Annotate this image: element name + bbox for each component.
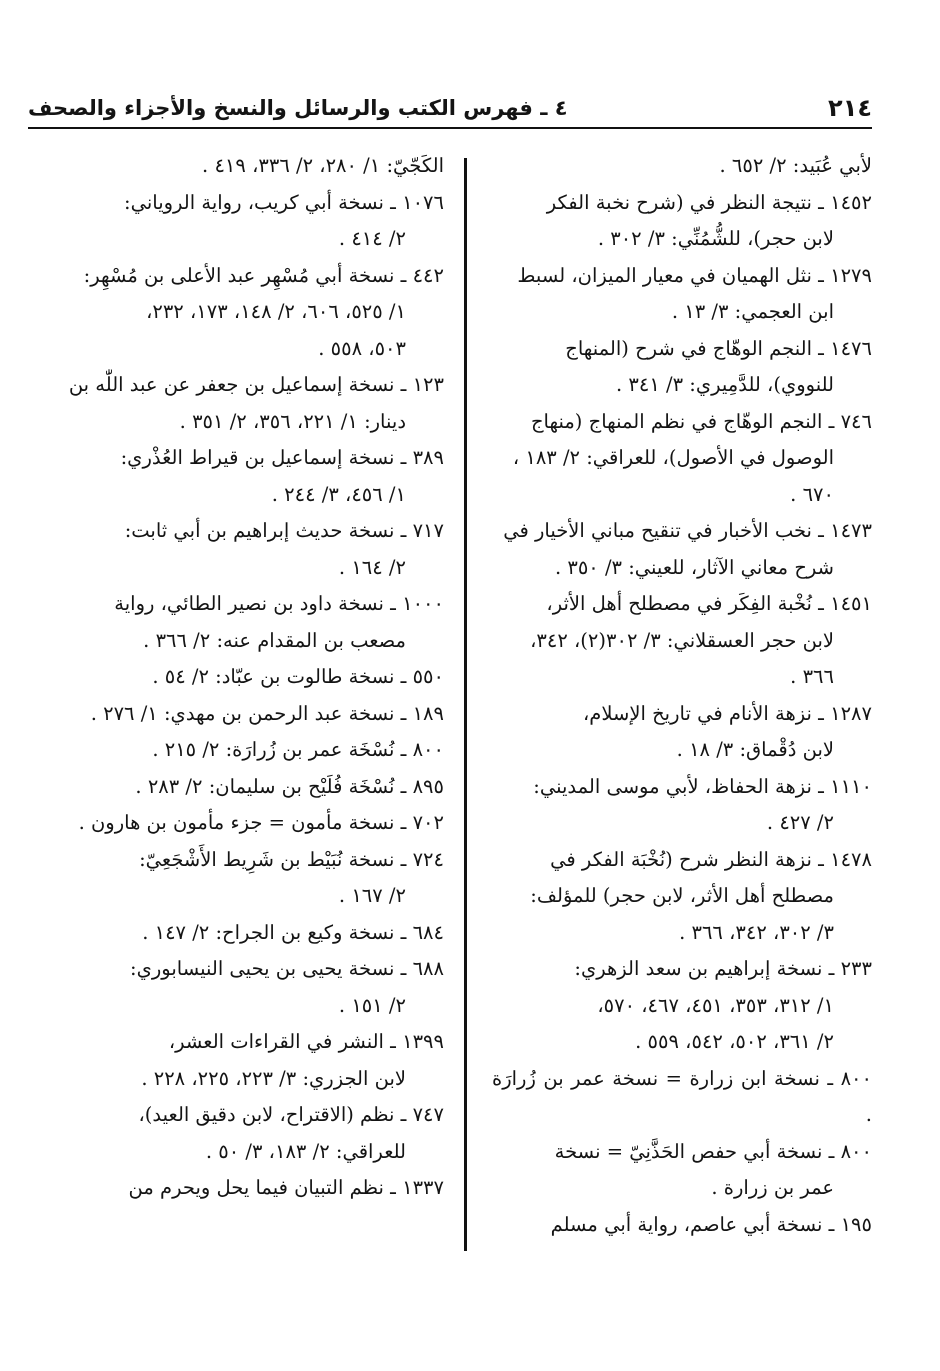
entry-continuation-line: مصعب بن المقدام عنه: ٢/ ٣٦٦ . [143,628,406,652]
index-entry [60,805,444,842]
index-entry [60,440,444,513]
entry-continuation-line: ٢/ ١٦٧ . [338,884,406,907]
index-entry [60,1097,444,1170]
entry-first-line: ٧١٧ ـ نسخة حديث إبراهيم بن أبي ثابت: [124,519,444,542]
index-entry [60,513,444,586]
column-divider [464,158,467,1251]
entry-first-line: ١١١٠ ـ نزهة الحفاظ، لأبي موسى المديني: [533,774,872,798]
entry-continuation-line: ٣٦٦ . [790,665,834,688]
index-entry [60,696,444,733]
page-header [28,86,872,122]
index-column-right [492,148,872,1258]
entry-first-line: ٦٨٤ ـ نسخة وكيع بن الجراح: ٢/ ١٤٧ . [142,920,444,944]
entry-continuation-line: ٣/ ٣٠٢، ٣٤٢، ٣٦٦ . [679,920,834,944]
entry-first-line: ٧٤٦ ـ النجم الوهّاج في نظم المنهاج (منهاج [530,409,872,433]
index-entry [60,769,444,806]
entry-first-line: ١٠٠٠ ـ نسخة داود بن نصير الطائي، رواية [114,592,444,615]
index-entry [492,951,872,1061]
entry-first-line: ٢٣٣ ـ نسخة إبراهيم بن سعد الزهري: [574,957,872,980]
index-entry [60,842,444,915]
entry-first-line: ١٣٩٩ ـ النشر في القراءات العشر، [168,1030,444,1053]
index-entry [492,185,872,258]
entry-continuation-line: للعراقي: ٢/ ١٨٣، ٣/ ٥٠ . [205,1139,406,1163]
index-entry [492,148,872,185]
entry-first-line: ١٢٨٧ ـ نزهة الأنام في تاريخ الإسلام، [583,701,872,725]
entry-first-line: لأبي عُبَيد: ٢/ ٦٥٢ . [719,154,872,177]
entry-first-line: ٨٠٠ ـ نُسْخَة عمر بن زُرارَة: ٢/ ٢١٥ . [152,738,444,761]
entry-continuation-line: ١/ ٤٥٦، ٣/ ٢٤٤ . [271,482,406,506]
index-column-left [60,148,444,1258]
entry-first-line: ١٤٧٣ ـ نخب الأخبار في تنقيح مباني الأخيار في [503,519,872,542]
index-entry [492,404,872,514]
entry-continuation-line: شرح معاني الآثار، للعيني: ٣/ ٣٥٠ . [554,555,834,579]
entry-continuation-line: ابن العجمي: ٣/ ١٣ . [671,300,834,323]
entry-first-line: ٤٤٢ ـ نسخة أبي مُسْهِر عبد الأعلى بن مُسْهِر: [83,263,444,287]
index-entry [492,696,872,769]
entry-continuation-line: لابن دُقْماق: ٣/ ١٨ . [676,738,834,761]
index-entry [60,1024,444,1097]
entry-continuation-line: لابن حجر)، للشُّمُنِّي: ٣/ ٣٠٢ . [597,227,834,250]
index-entry [60,732,444,769]
entry-first-line: ٧٤٧ ـ نظم (الاقتراح، لابن دقيق العيد)، [138,1103,444,1126]
entry-continuation-line: للنووي)، للدَّمِيري: ٣/ ٣٤١ . [616,373,834,396]
entry-first-line: ٦٨٨ ـ نسخة يحيى بن يحيى النيسابوري: [130,957,444,980]
index-entry [492,513,872,586]
entry-continuation-line: لابن حجر العسقلاني: ٣/ ٣٠٢(٢)، ٣٤٢، [530,628,834,652]
entry-continuation-line: الوصول في الأصول)، للعراقي: ٢/ ١٨٣ ، [512,446,834,469]
entry-continuation-line: ١/ ٥٢٥، ٦٠٦، ٢/ ١٤٨، ١٧٣، ٢٣٢، [146,300,406,323]
running-title: ٤ ـ فهرس الكتب والرسائل والنسخ والأجزاء والصحف [28,96,568,120]
entry-continuation-line: ٢/ ٤١٤ . [338,227,406,250]
index-entry [492,586,872,696]
index-entry [60,367,444,440]
index-entry [60,185,444,258]
entry-first-line: ٧٠٢ ـ نسخة مأمون = جزء مأمون بن هارون . [78,811,444,834]
header-rule [28,127,872,129]
index-entry [492,331,872,404]
index-entry [492,1207,872,1244]
entry-first-line: ١٨٩ ـ نسخة عبد الرحمن بن مهدي: ١/ ٢٧٦ . [90,701,444,725]
entry-first-line: ٥٥٠ ـ نسخة طالوت بن عبّاد: ٢/ ٥٤ . [152,665,444,688]
entry-first-line: ١٤٧٨ ـ نزهة النظر شرح (نُخْبَة الفكر في [550,847,872,871]
entry-first-line: ٨٠٠ ـ نسخة ابن زرارة = نسخة عمر بن زُرارَة . [492,1066,872,1126]
index-entry [60,915,444,952]
entry-first-line: ١٩٥ ـ نسخة أبي عاصم، رواية أبي مسلم [550,1212,872,1236]
index-entry [492,842,872,952]
entry-continuation-line: عمر بن زرارة . [711,1176,834,1199]
entry-first-line: ٨٠٠ ـ نسخة أبي حفص الحَذَّنِيّ = نسخة [554,1139,872,1163]
entry-first-line: ١٠٧٦ ـ نسخة أبي كريب، رواية الروياني: [124,190,444,214]
entry-first-line: ١٤٧٦ ـ النجم الوهّاج في شرح (المنهاج [565,336,872,360]
entry-first-line: ٣٨٩ ـ نسخة إسماعيل بن قيراط العُذْري: [120,446,444,469]
index-entry [492,1061,872,1134]
index-entry [60,951,444,1024]
entry-first-line: الكَجّيّ: ١/ ٢٨٠، ٢/ ٣٣٦، ٤١٩ . [202,154,444,177]
entry-first-line: ٧٢٤ ـ نسخة نُبَيْط بن شَرِيط الأَشْجَعِيّ: [139,847,444,871]
entry-continuation-line: مصطلح أهل الأثر، لابن حجر) للمؤلف: [530,884,834,907]
entry-first-line: ١٢٣ ـ نسخة إسماعيل بن جعفر عن عبد اللّٰه بن [68,373,444,396]
entry-continuation-line: دينار: ١/ ٢٢١، ٣٥٦، ٢/ ٣٥١ . [179,409,406,433]
index-entry [492,258,872,331]
index-entry [60,586,444,659]
entry-continuation-line: ٢/ ٣٦١، ٥٠٢، ٥٤٢، ٥٥٩ . [635,1030,834,1053]
entry-continuation-line: لابن الجزري: ٣/ ٢٢٣، ٢٢٥، ٢٢٨ . [141,1066,406,1090]
entry-first-line: ١٤٥١ ـ نُخْبة الفِكَر في مصطلح أهل الأثر، [546,592,872,615]
entry-first-line: ١٤٥٢ ـ نتيجة النظر في (شرح نخبة الفكر [546,190,872,214]
index-entry [492,769,872,842]
entry-continuation-line: ٢/ ١٦٤ . [338,555,406,579]
index-entry [60,1170,444,1207]
entry-first-line: ٨٩٥ ـ نُسْخَة فُلَيْح بن سليمان: ٢/ ٢٨٣ . [135,774,444,798]
index-entry [60,258,444,368]
index-entry [60,659,444,696]
entry-continuation-line: ٢/ ٤٢٧ . [766,811,834,834]
index-entry [60,148,444,185]
entry-continuation-line: ٥٠٣، ٥٥٨ . [318,336,406,360]
entry-continuation-line: ٦٧٠ . [790,482,834,506]
entry-continuation-line: ١/ ٣١٢، ٣٥٣، ٤٥١، ٤٦٧، ٥٧٠، [597,993,834,1017]
index-entry [492,1134,872,1207]
page-number: ٢١٤ [828,94,872,122]
entry-first-line: ١٣٣٧ ـ نظم التبيان فيما يحل ويحرم من [128,1176,444,1199]
entry-first-line: ١٢٧٩ ـ نثل الهميان في معيار الميزان، لسبط [517,263,872,287]
entry-continuation-line: ٢/ ١٥١ . [338,993,406,1017]
